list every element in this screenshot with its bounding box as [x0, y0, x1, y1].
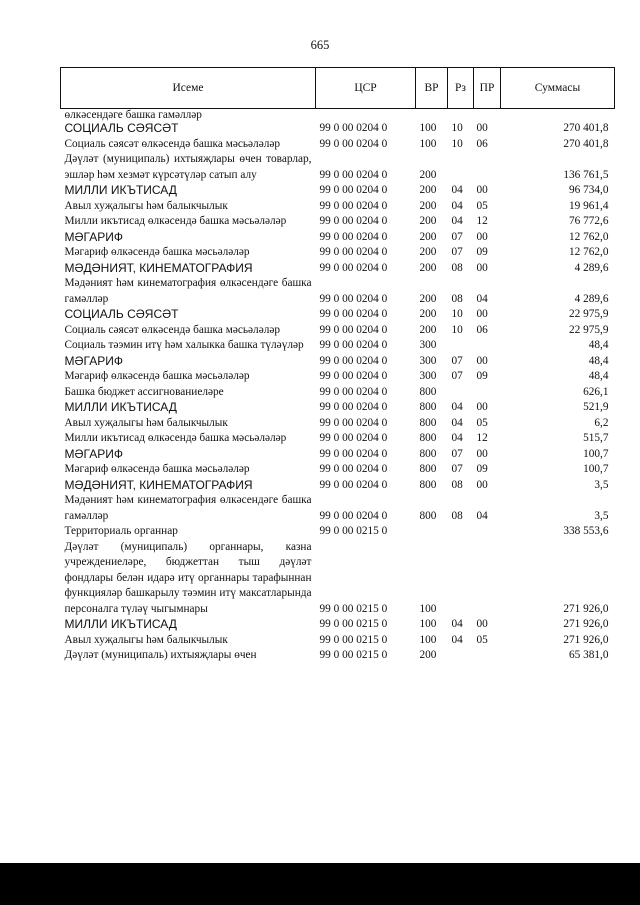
cell-csr: 99 0 00 0204 0 [319, 199, 388, 212]
cell-name: МӘГАРИФ [64, 229, 123, 244]
cell-sum: 22 975,9 [568, 323, 609, 336]
cell-pr: 00 [476, 184, 488, 196]
cell-name: СОЦИАЛЬ СӘЯСӘТ [64, 121, 179, 135]
cell-csr: 99 0 00 0204 0 [319, 168, 388, 181]
cell-sum: 96 734,0 [568, 184, 609, 196]
cell-sum: 22 975,9 [568, 308, 609, 320]
cell-name: СОЦИАЛЬ СӘЯСӘТ [64, 307, 179, 321]
cell-name: Авыл хуҗалыгы һәм балыкчылык [64, 199, 228, 212]
cell-pr [474, 109, 501, 122]
cell-pr [474, 540, 501, 618]
cell-name: Милли икътисад өлкәсендә башка мәсьәләләр [64, 215, 287, 227]
cell-vr: 300 [419, 339, 437, 351]
cell-pr: 09 [476, 463, 488, 475]
cell-name: МИЛЛИ ИКЪТИСАД [64, 183, 177, 197]
cell-sum: 515,7 [583, 432, 609, 444]
cell-csr: 99 0 00 0215 0 [319, 633, 388, 646]
cell-rz: 04 [451, 432, 463, 444]
cell-csr: 99 0 00 0215 0 [319, 618, 388, 630]
cell-pr [474, 524, 501, 540]
header-csr: ЦСР [316, 68, 416, 109]
cell-sum: 12 762,0 [568, 230, 609, 243]
cell-sum: 48,4 [588, 339, 609, 351]
table-row [61, 338, 615, 354]
cell-csr: 99 0 00 0204 0 [319, 122, 388, 134]
cell-csr: 99 0 00 0204 0 [319, 370, 388, 382]
cell-csr: 99 0 00 0204 0 [319, 509, 388, 522]
budget-table [60, 67, 615, 664]
cell-rz: 04 [451, 215, 463, 227]
cell-csr: 99 0 00 0204 0 [319, 215, 388, 227]
cell-name: Авыл хуҗалыгы һәм балыкчылык [64, 633, 228, 646]
cell-name: Социаль сәясәт өлкәсендә башка мәсьәләләр [64, 137, 281, 150]
cell-pr: 00 [476, 401, 488, 413]
cell-sum: 271 926,0 [563, 633, 609, 646]
table-row [61, 447, 615, 463]
table-row [61, 416, 615, 432]
cell-name: Территориаль органнар [64, 525, 178, 537]
table-row [61, 493, 615, 524]
cell-csr: 99 0 00 0204 0 [319, 230, 388, 243]
cell-csr: 99 0 00 0215 0 [319, 649, 388, 661]
cell-pr [474, 385, 501, 401]
cell-name: Социаль сәясәт өлкәсендә башка мәсьәләләр [64, 323, 281, 336]
cell-pr: 00 [476, 230, 488, 243]
cell-csr: 99 0 00 0204 0 [319, 478, 388, 491]
cell-vr [416, 109, 448, 122]
cell-name: МИЛЛИ ИКЪТИСАД [64, 400, 177, 414]
cell-pr: 00 [476, 122, 488, 134]
cell-pr: 00 [476, 447, 488, 460]
cell-vr: 200 [419, 215, 437, 227]
cell-vr: 200 [419, 168, 437, 181]
cell-sum: 136 761,5 [563, 168, 609, 181]
cell-rz: 08 [451, 261, 463, 274]
cell-name: Мәгариф өлкәсендә башка мәсьәләләр [64, 246, 250, 258]
cell-vr: 800 [419, 432, 437, 444]
cell-vr: 200 [419, 261, 437, 274]
cell-rz [448, 338, 474, 354]
cell-vr: 800 [419, 416, 437, 429]
cell-rz: 08 [451, 509, 463, 522]
cell-name: Дәүләт (муниципаль) ихтыяҗлары өчен [64, 649, 257, 661]
budget-table-wrapper [60, 67, 614, 664]
cell-vr: 200 [419, 649, 437, 661]
cell-vr: 200 [419, 246, 437, 258]
table-row [61, 462, 615, 478]
cell-pr: 12 [476, 432, 488, 444]
cell-vr: 100 [419, 602, 437, 615]
table-row [61, 214, 615, 230]
header-row [61, 68, 615, 109]
cell-rz: 07 [451, 246, 463, 258]
table-row [61, 540, 615, 618]
cell-rz: 04 [451, 199, 463, 212]
cell-name: Мәдәният һәм кинематография өлкәсендәге башка гамәлләр [64, 494, 312, 522]
cell-vr: 800 [419, 509, 437, 522]
cell-name: Дәүләт (муниципаль) органнары, казна учреждениеләре, бюджеттан тыш дәүләт фондлары белән идарә итү органнары тарафыннан функцияләр башкарылу тәэмин итү максатларында персоналга түләү чыгымнары [64, 540, 312, 615]
cell-vr: 200 [419, 184, 437, 196]
table-row [61, 199, 615, 215]
cell-rz: 07 [451, 354, 463, 367]
table-row [61, 478, 615, 494]
cell-sum: 270 401,8 [563, 137, 609, 150]
cell-vr: 800 [419, 463, 437, 475]
cell-sum: 3,5 [594, 509, 609, 522]
cell-rz: 08 [451, 292, 463, 305]
cell-csr: 99 0 00 0204 0 [319, 463, 388, 475]
cell-name: Башка бюджет ассигнованиеләре [64, 385, 224, 398]
cell-name: МӘДӘНИЯТ, КИНЕМАТОГРАФИЯ [64, 260, 253, 275]
cell-csr: 99 0 00 0204 0 [319, 137, 388, 150]
table-row [61, 648, 615, 664]
cell-pr: 09 [476, 370, 488, 382]
cell-sum: 521,9 [583, 401, 609, 413]
cell-rz: 10 [451, 323, 463, 336]
cell-pr: 06 [476, 137, 488, 150]
cell-name: МИЛЛИ ИКЪТИСАД [64, 617, 177, 631]
cell-csr: 99 0 00 0215 0 [319, 525, 388, 537]
cell-name: Милли икътисад өлкәсендә башка мәсьәләләр [64, 432, 287, 444]
header-sum: Суммасы [501, 68, 615, 109]
cell-vr: 300 [419, 354, 437, 367]
cell-sum: 65 381,0 [568, 649, 609, 661]
cell-name: МӘДӘНИЯТ, КИНЕМАТОГРАФИЯ [64, 477, 253, 492]
table-row [61, 245, 615, 261]
cell-vr: 100 [419, 633, 437, 646]
cell-csr: 99 0 00 0204 0 [319, 447, 388, 460]
cell-sum: 76 772,6 [568, 215, 609, 227]
cell-sum: 626,1 [583, 385, 609, 398]
cell-rz: 10 [451, 308, 463, 320]
scan-bottom-border [0, 863, 640, 905]
cell-vr: 200 [419, 199, 437, 212]
header-pr: ПР [474, 68, 501, 109]
cell-csr: 99 0 00 0204 0 [319, 246, 388, 258]
table-row [61, 230, 615, 246]
cell-vr: 100 [419, 137, 437, 150]
cell-sum: 4 289,6 [574, 292, 609, 305]
cell-sum: 19 961,4 [568, 199, 609, 212]
cell-rz: 04 [451, 416, 463, 429]
table-row [61, 121, 615, 137]
cell-name: өлкәсендәге башка гамәлләр [64, 109, 202, 121]
table-row [61, 152, 615, 183]
cell-sum: 271 926,0 [563, 618, 609, 630]
cell-name: Социаль тәэмин итү һәм халыкка башка түләүләр [64, 339, 304, 351]
table-row [61, 354, 615, 370]
table-row [61, 307, 615, 323]
cell-name: МӘГАРИФ [64, 353, 123, 368]
cell-rz: 10 [451, 122, 463, 134]
cell-csr: 99 0 00 0204 0 [319, 323, 388, 336]
cell-rz [448, 109, 474, 122]
cell-sum [501, 109, 615, 122]
table-row [61, 385, 615, 401]
cell-pr: 00 [476, 308, 488, 320]
cell-csr: 99 0 00 0204 0 [319, 416, 388, 429]
cell-pr: 00 [476, 261, 488, 274]
table-row [61, 109, 615, 122]
cell-name: Дәүләт (муниципаль) ихтыяҗлары өчен товарлар, эшләр һәм хезмәт күрсәтүләр сатып алу [64, 153, 312, 181]
cell-pr: 00 [476, 478, 488, 491]
cell-rz: 07 [451, 463, 463, 475]
cell-sum: 12 762,0 [568, 246, 609, 258]
cell-vr: 800 [419, 447, 437, 460]
header-vr: ВР [416, 68, 448, 109]
cell-sum: 270 401,8 [563, 122, 609, 134]
cell-rz: 07 [451, 230, 463, 243]
cell-rz: 07 [451, 447, 463, 460]
cell-rz: 04 [451, 618, 463, 630]
cell-rz: 04 [451, 633, 463, 646]
cell-name: Мәгариф өлкәсендә башка мәсьәләләр [64, 463, 250, 475]
cell-rz [448, 648, 474, 664]
cell-vr: 200 [419, 323, 437, 336]
page-number: 665 [310, 38, 330, 52]
cell-pr [474, 338, 501, 354]
cell-name: Мәгариф өлкәсендә башка мәсьәләләр [64, 370, 250, 382]
cell-rz: 04 [451, 401, 463, 413]
cell-sum: 271 926,0 [563, 602, 609, 615]
cell-csr: 99 0 00 0204 0 [319, 385, 388, 398]
cell-vr: 200 [419, 230, 437, 243]
table-row [61, 183, 615, 199]
cell-rz: 08 [451, 478, 463, 491]
cell-rz: 07 [451, 370, 463, 382]
table-row [61, 323, 615, 339]
cell-pr: 04 [476, 509, 488, 522]
table-row [61, 431, 615, 447]
cell-vr: 800 [419, 401, 437, 413]
cell-csr: 99 0 00 0204 0 [319, 354, 388, 367]
cell-sum: 48,4 [588, 370, 609, 382]
cell-rz: 10 [451, 137, 463, 150]
cell-pr: 09 [476, 246, 488, 258]
table-row [61, 400, 615, 416]
cell-csr: 99 0 00 0204 0 [319, 184, 388, 196]
cell-pr: 05 [476, 633, 488, 646]
cell-vr: 100 [419, 122, 437, 134]
cell-pr: 05 [476, 199, 488, 212]
table-row [61, 617, 615, 633]
header-rz: Рз [448, 68, 474, 109]
cell-pr: 00 [476, 618, 488, 630]
cell-pr: 12 [476, 215, 488, 227]
header-name: Исеме [61, 68, 316, 109]
table-row [61, 369, 615, 385]
cell-csr: 99 0 00 0215 0 [319, 602, 388, 615]
cell-name: Авыл хуҗалыгы һәм балыкчылык [64, 416, 228, 429]
cell-csr: 99 0 00 0204 0 [319, 308, 388, 320]
table-row [61, 276, 615, 307]
cell-csr [316, 109, 416, 122]
cell-rz [448, 524, 474, 540]
cell-sum: 48,4 [588, 354, 609, 367]
table-header [61, 68, 615, 109]
cell-sum: 3,5 [594, 478, 609, 491]
cell-csr: 99 0 00 0204 0 [319, 261, 388, 274]
cell-vr: 800 [419, 385, 437, 398]
cell-csr: 99 0 00 0204 0 [319, 292, 388, 305]
table-body [61, 109, 615, 664]
cell-pr: 00 [476, 354, 488, 367]
cell-sum: 4 289,6 [574, 261, 609, 274]
cell-rz [448, 152, 474, 183]
cell-vr: 800 [419, 478, 437, 491]
cell-csr: 99 0 00 0204 0 [319, 339, 388, 351]
cell-name: Мәдәният һәм кинематография өлкәсендәге башка гамәлләр [64, 277, 312, 305]
cell-sum: 338 553,6 [563, 525, 609, 537]
cell-rz: 04 [451, 184, 463, 196]
table-row [61, 137, 615, 153]
cell-pr: 05 [476, 416, 488, 429]
table-row [61, 633, 615, 649]
cell-pr: 04 [476, 292, 488, 305]
cell-vr: 300 [419, 370, 437, 382]
table-row [61, 524, 615, 540]
cell-name: МӘГАРИФ [64, 446, 123, 461]
cell-sum: 6,2 [594, 416, 609, 429]
cell-csr: 99 0 00 0204 0 [319, 432, 388, 444]
cell-vr: 100 [419, 618, 437, 630]
cell-pr [474, 648, 501, 664]
cell-vr: 200 [419, 308, 437, 320]
cell-sum: 100,7 [583, 447, 609, 460]
table-row [61, 261, 615, 277]
cell-pr [474, 152, 501, 183]
cell-vr: 200 [419, 292, 437, 305]
cell-pr: 06 [476, 323, 488, 336]
cell-sum: 100,7 [583, 463, 609, 475]
cell-csr: 99 0 00 0204 0 [319, 401, 388, 413]
cell-vr [416, 524, 448, 540]
cell-rz [448, 385, 474, 401]
cell-rz [448, 540, 474, 618]
